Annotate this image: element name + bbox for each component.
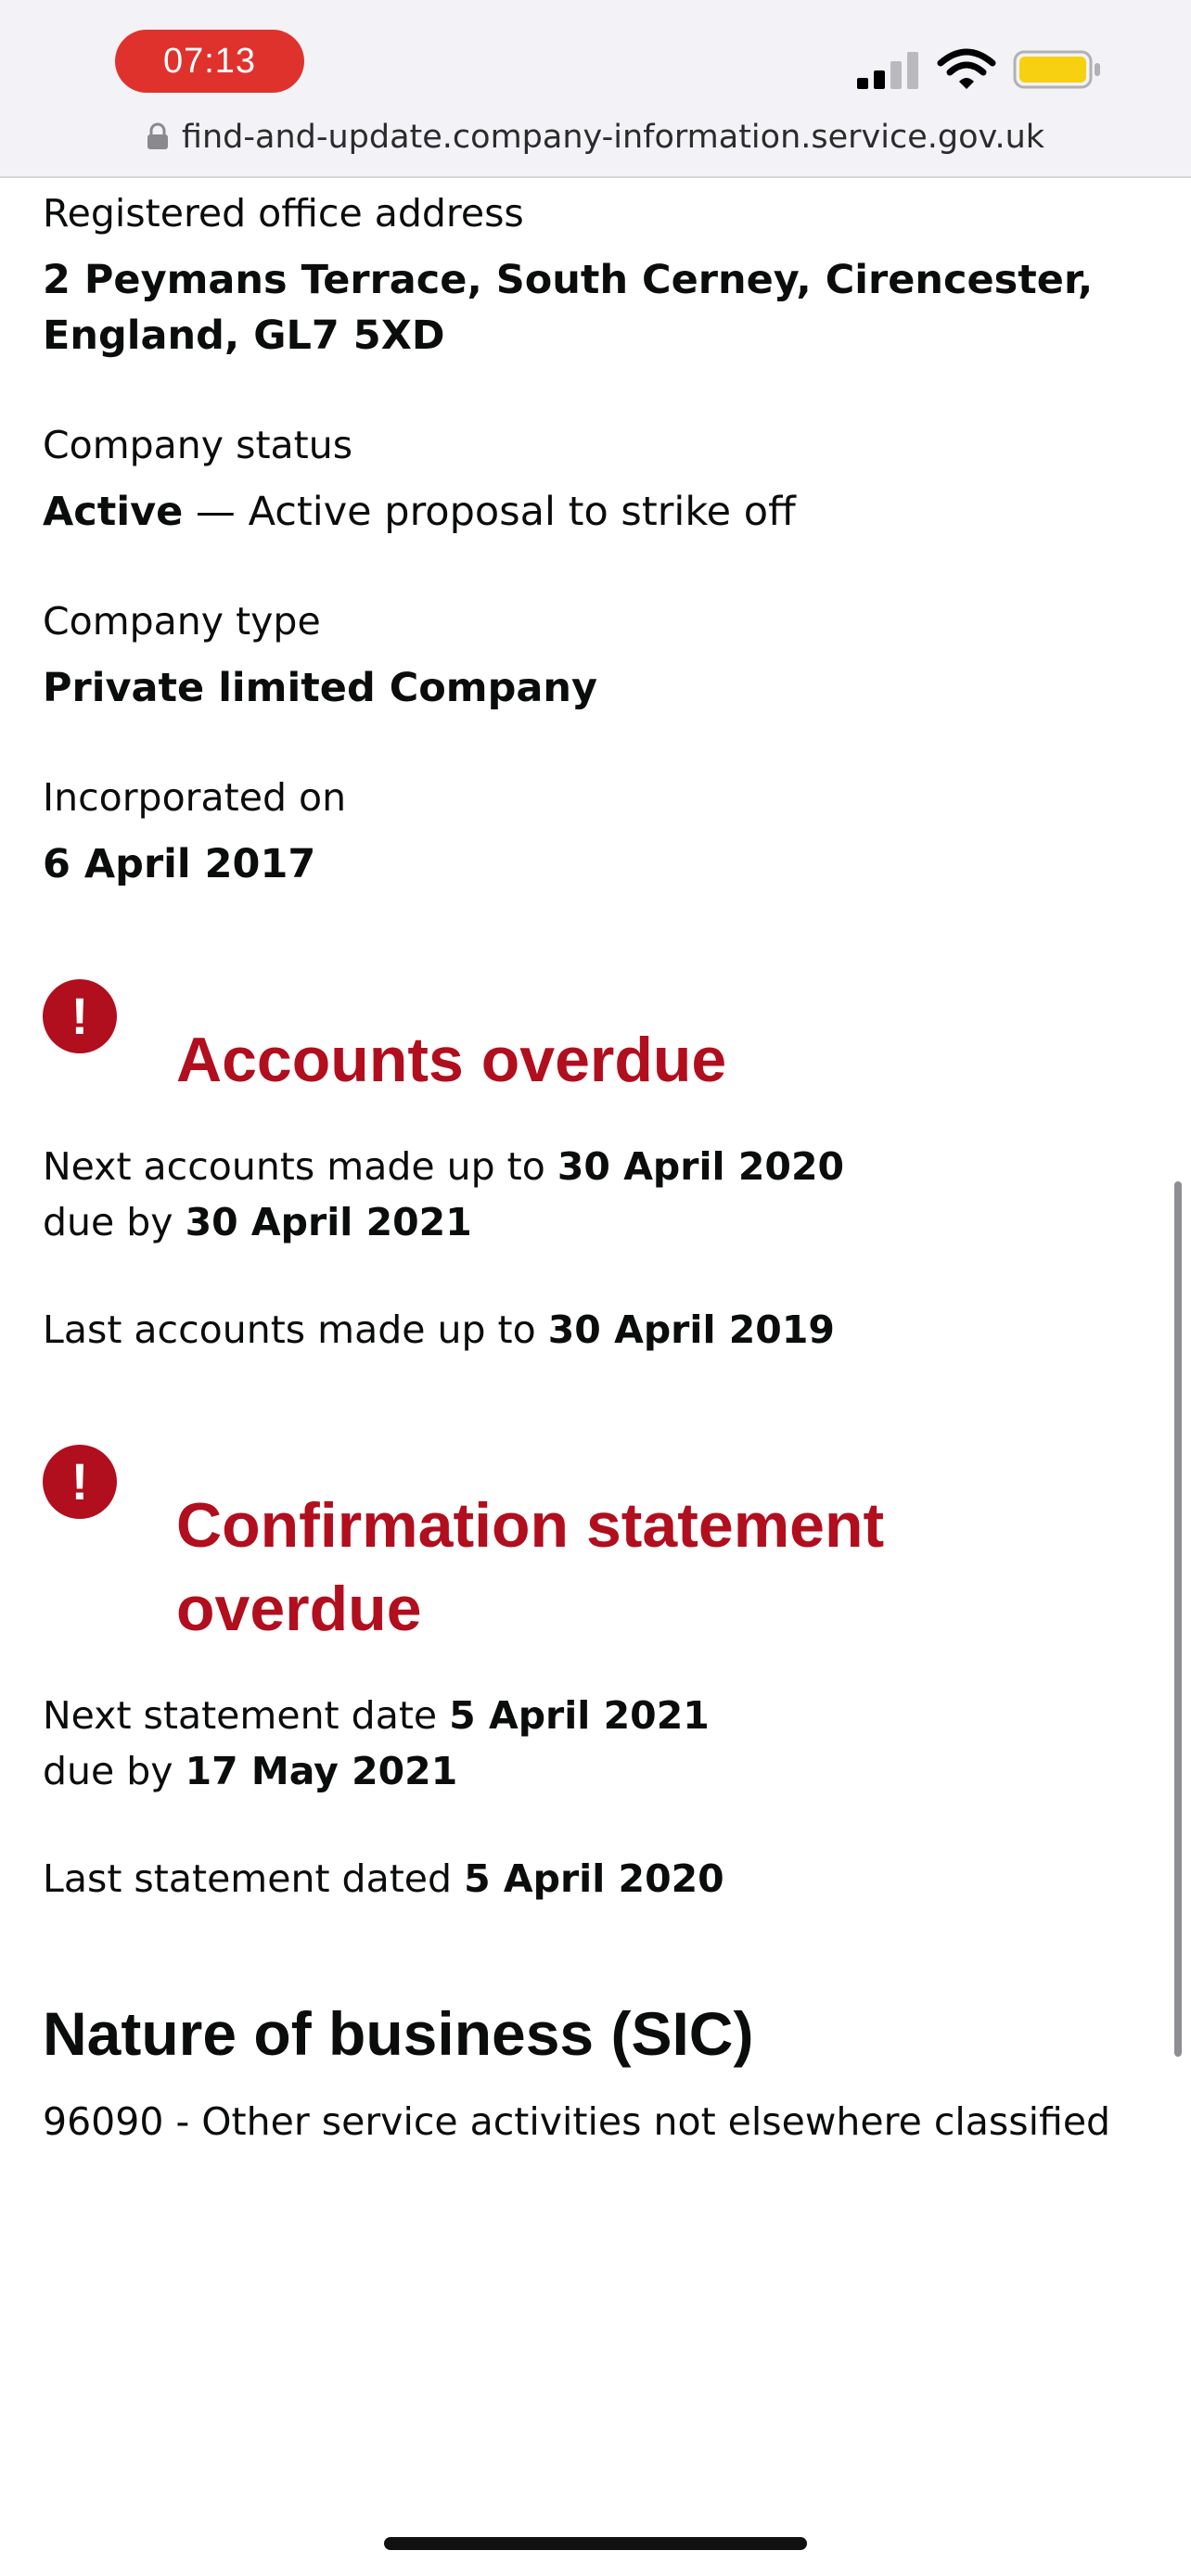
accounts-last-prefix: Last accounts made up to bbox=[43, 1307, 548, 1352]
home-indicator[interactable] bbox=[384, 2537, 807, 2550]
incorporated-section bbox=[43, 770, 1137, 892]
confirmation-last bbox=[43, 1851, 1137, 1906]
confirmation-next-date: 5 April 2021 bbox=[449, 1693, 710, 1738]
accounts-next bbox=[43, 1139, 1137, 1250]
confirmation-next-prefix: Next statement date bbox=[43, 1693, 450, 1738]
confirmation-overdue-title: Confirmation statement overdue bbox=[176, 1490, 885, 1644]
time-pill[interactable]: 07:13 bbox=[115, 30, 304, 93]
company-status-note: — Active proposal to strike off bbox=[183, 489, 796, 535]
page-scrollbar[interactable] bbox=[1174, 1181, 1182, 2057]
registered-office-label: Registered office address bbox=[43, 191, 524, 236]
confirmation-overdue-warning bbox=[43, 1447, 1137, 1651]
status-bar bbox=[0, 0, 1191, 178]
company-type-label: Company type bbox=[43, 599, 321, 644]
company-status-section bbox=[43, 417, 1137, 540]
address-bar[interactable] bbox=[0, 109, 1191, 165]
accounts-overdue-title: Accounts overdue bbox=[176, 1025, 727, 1095]
registered-office-section bbox=[43, 185, 1137, 363]
accounts-due-prefix: due by bbox=[43, 1200, 186, 1244]
url-text: find-and-update.company-information.service.gov.uk bbox=[181, 119, 1045, 156]
company-status-value: Active bbox=[43, 489, 184, 535]
sic-section-title: Nature of business (SIC) bbox=[43, 1999, 754, 2068]
company-status-line bbox=[43, 484, 1137, 540]
confirmation-last-date: 5 April 2020 bbox=[464, 1856, 724, 1901]
company-overview bbox=[43, 176, 1137, 2149]
confirmation-last-prefix: Last statement dated bbox=[43, 1856, 465, 1901]
confirmation-due-date: 17 May 2021 bbox=[185, 1749, 458, 1793]
accounts-next-prefix: Next accounts made up to bbox=[43, 1144, 557, 1189]
incorporated-value: 6 April 2017 bbox=[43, 841, 316, 887]
confirmation-due-prefix: due by bbox=[43, 1749, 186, 1793]
company-type-value: Private limited Company bbox=[43, 665, 598, 711]
wifi-icon bbox=[937, 48, 996, 91]
cellular-signal-icon bbox=[857, 52, 922, 89]
confirmation-next bbox=[43, 1688, 1137, 1799]
lock-icon bbox=[147, 122, 169, 150]
battery-icon bbox=[1013, 50, 1102, 89]
accounts-overdue-warning bbox=[43, 981, 1137, 1102]
accounts-last bbox=[43, 1302, 1137, 1358]
accounts-due-date: 30 April 2021 bbox=[185, 1200, 472, 1244]
accounts-last-date: 30 April 2019 bbox=[547, 1307, 835, 1352]
company-status-label: Company status bbox=[43, 423, 353, 467]
warning-icon: ! bbox=[43, 1445, 117, 1519]
registered-office-value: 2 Peymans Terrace, South Cerney, Cirencester, England, GL7 5XD bbox=[43, 257, 1094, 359]
warning-icon: ! bbox=[43, 979, 117, 1053]
sic-item: 96090 - Other service activities not elsewhere classified bbox=[43, 2099, 1111, 2144]
company-type-section bbox=[43, 593, 1137, 716]
incorporated-label: Incorporated on bbox=[43, 775, 347, 820]
accounts-next-date: 30 April 2020 bbox=[557, 1144, 844, 1189]
